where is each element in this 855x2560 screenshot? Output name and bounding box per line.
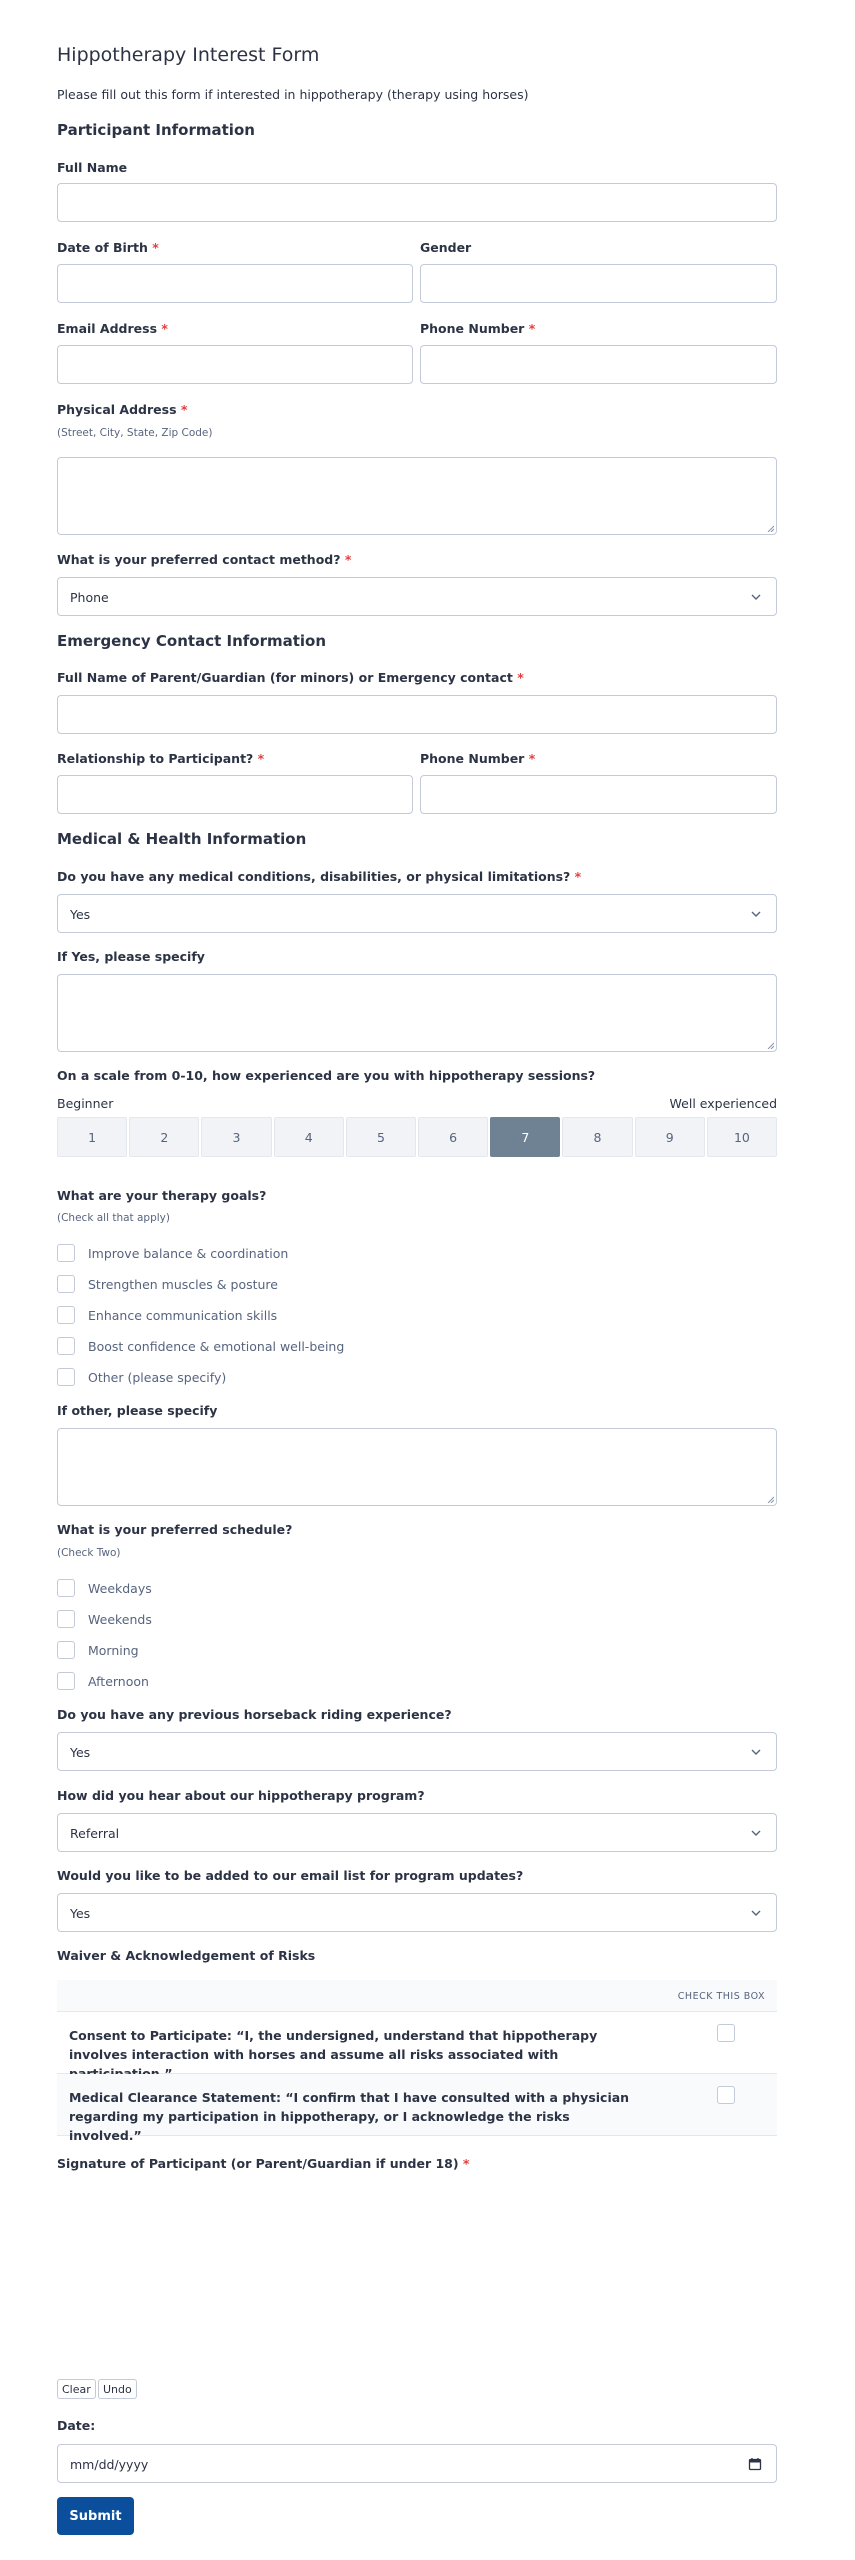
- signature-pad[interactable]: [57, 2180, 777, 2370]
- contact-method-select[interactable]: [57, 577, 777, 616]
- address-hint: (Street, City, State, Zip Code): [57, 427, 213, 439]
- waiver-title: Waiver & Acknowledgement of Risks: [57, 1948, 316, 1963]
- resize-handle-icon[interactable]: [766, 524, 774, 532]
- other-specify-textarea[interactable]: [57, 1428, 777, 1506]
- section-participant: Participant Information: [57, 121, 255, 139]
- dob-input[interactable]: [57, 264, 413, 303]
- form-description: Please fill out this form if interested in hippotherapy (therapy using horses): [57, 87, 529, 102]
- scale-option-8[interactable]: 8: [562, 1117, 632, 1157]
- waiver-medical-text: Medical Clearance Statement: “I confirm that I have consulted with a physician regarding my participation in hippotherapy, or I acknowledge the risks involved.”: [69, 2090, 630, 2143]
- conditions-label: Do you have any medical conditions, disabilities, or physical limitations? *: [57, 869, 582, 884]
- goal-option-label[interactable]: Boost confidence & emotional well-being: [88, 1339, 345, 1354]
- email-list-question: Would you like to be added to our email list for program updates?: [57, 1868, 524, 1883]
- full-name-input[interactable]: [57, 183, 777, 222]
- scale-option-9[interactable]: 9: [635, 1117, 705, 1157]
- signature-label: Signature of Participant (or Parent/Guardian if under 18) *: [57, 2156, 470, 2171]
- goals-hint: (Check all that apply): [57, 1212, 170, 1224]
- chevron-down-icon: [750, 1827, 762, 1839]
- date-placeholder: mm/dd/yyyy: [70, 2457, 149, 2472]
- scale-option-1[interactable]: 1: [57, 1117, 127, 1157]
- schedule-option-checkbox[interactable]: [57, 1672, 75, 1690]
- other-specify-label: If other, please specify: [57, 1403, 218, 1418]
- chevron-down-icon: [750, 1907, 762, 1919]
- goals-question: What are your therapy goals?: [57, 1188, 267, 1203]
- section-medical: Medical & Health Information: [57, 830, 307, 848]
- dob-label: Date of Birth *: [57, 240, 159, 255]
- goal-option-checkbox[interactable]: [57, 1368, 75, 1386]
- conditions-value: Yes: [70, 907, 91, 922]
- goal-option-label[interactable]: Other (please specify): [88, 1370, 227, 1385]
- email-label: Email Address *: [57, 321, 168, 336]
- goal-option-checkbox[interactable]: [57, 1337, 75, 1355]
- resize-handle-icon[interactable]: [766, 1495, 774, 1503]
- experience-scale: [57, 1117, 777, 1157]
- riding-select[interactable]: [57, 1732, 777, 1771]
- chevron-down-icon: [750, 908, 762, 920]
- waiver-column-header: CHECK THIS BOX: [677, 1991, 765, 2002]
- goal-option-label[interactable]: Enhance communication skills: [88, 1308, 278, 1323]
- schedule-option-label[interactable]: Weekdays: [88, 1581, 152, 1596]
- calendar-icon[interactable]: [748, 2457, 762, 2471]
- date-input[interactable]: [57, 2444, 777, 2483]
- gender-input[interactable]: [420, 264, 777, 303]
- waiver-table: [57, 1980, 777, 2143]
- referral-select[interactable]: [57, 1813, 777, 1852]
- email-input[interactable]: [57, 345, 413, 384]
- scale-question: On a scale from 0-10, how experienced are you with hippotherapy sessions?: [57, 1068, 596, 1083]
- scale-option-3[interactable]: 3: [201, 1117, 271, 1157]
- full-name-label: Full Name: [57, 160, 128, 175]
- scale-option-5[interactable]: 5: [346, 1117, 416, 1157]
- contact-method-label: What is your preferred contact method? *: [57, 552, 352, 567]
- referral-value: Referral: [70, 1826, 120, 1841]
- clear-signature-button[interactable]: Clear: [57, 2379, 96, 2399]
- schedule-option-label[interactable]: Weekends: [88, 1612, 152, 1627]
- chevron-down-icon: [750, 591, 762, 603]
- phone-input[interactable]: [420, 345, 777, 384]
- riding-question: Do you have any previous horseback riding experience?: [57, 1707, 452, 1722]
- scale-high-label: Well experienced: [669, 1096, 777, 1111]
- riding-value: Yes: [70, 1745, 91, 1760]
- scale-low-label: Beginner: [57, 1096, 114, 1111]
- waiver-header: [57, 1980, 777, 2012]
- submit-button[interactable]: Submit: [57, 2497, 134, 2535]
- chevron-down-icon: [750, 1746, 762, 1758]
- schedule-option-checkbox[interactable]: [57, 1579, 75, 1597]
- schedule-option-label[interactable]: Afternoon: [88, 1674, 149, 1689]
- goal-option-label[interactable]: Strengthen muscles & posture: [88, 1277, 278, 1292]
- schedule-hint: (Check Two): [57, 1547, 121, 1559]
- date-label: Date:: [57, 2418, 96, 2433]
- schedule-option-checkbox[interactable]: [57, 1610, 75, 1628]
- schedule-question: What is your preferred schedule?: [57, 1522, 293, 1537]
- goal-option-checkbox[interactable]: [57, 1244, 75, 1262]
- schedule-option-checkbox[interactable]: [57, 1641, 75, 1659]
- emergency-name-input[interactable]: [57, 695, 777, 734]
- gender-label: Gender: [420, 240, 472, 255]
- phone-label: Phone Number *: [420, 321, 536, 336]
- contact-method-value: Phone: [70, 590, 109, 605]
- conditions-specify-label: If Yes, please specify: [57, 949, 205, 964]
- emergency-phone-label: Phone Number *: [420, 751, 536, 766]
- goal-option-label[interactable]: Improve balance & coordination: [88, 1246, 289, 1261]
- waiver-row-consent: [57, 2012, 777, 2074]
- scale-option-7[interactable]: 7: [490, 1117, 560, 1157]
- address-textarea[interactable]: [57, 457, 777, 535]
- form-title: Hippotherapy Interest Form: [57, 44, 320, 66]
- section-emergency: Emergency Contact Information: [57, 632, 327, 650]
- goal-option-checkbox[interactable]: [57, 1275, 75, 1293]
- scale-option-2[interactable]: 2: [129, 1117, 199, 1157]
- resize-handle-icon[interactable]: [766, 1041, 774, 1049]
- scale-option-6[interactable]: 6: [418, 1117, 488, 1157]
- relationship-input[interactable]: [57, 775, 413, 814]
- email-list-select[interactable]: [57, 1893, 777, 1932]
- address-label: Physical Address *: [57, 402, 188, 417]
- scale-option-4[interactable]: 4: [274, 1117, 344, 1157]
- email-list-value: Yes: [70, 1906, 91, 1921]
- emergency-name-label: Full Name of Parent/Guardian (for minors) or Emergency contact *: [57, 670, 524, 685]
- relationship-label: Relationship to Participant? *: [57, 751, 265, 766]
- schedule-option-label[interactable]: Morning: [88, 1643, 139, 1658]
- goal-option-checkbox[interactable]: [57, 1306, 75, 1324]
- emergency-phone-input[interactable]: [420, 775, 777, 814]
- conditions-specify-textarea[interactable]: [57, 974, 777, 1052]
- undo-signature-button[interactable]: Undo: [98, 2379, 137, 2399]
- waiver-consent-text: Consent to Participate: “I, the undersigned, understand that hippotherapy involves interaction with horses and assume all risks associated with: [69, 2028, 598, 2062]
- conditions-select[interactable]: [57, 894, 777, 933]
- scale-option-10[interactable]: 10: [707, 1117, 777, 1157]
- waiver-consent-checkbox[interactable]: [717, 2024, 735, 2042]
- waiver-row-medical: [57, 2074, 777, 2143]
- waiver-medical-checkbox[interactable]: [717, 2086, 735, 2104]
- referral-question: How did you hear about our hippotherapy program?: [57, 1788, 425, 1803]
